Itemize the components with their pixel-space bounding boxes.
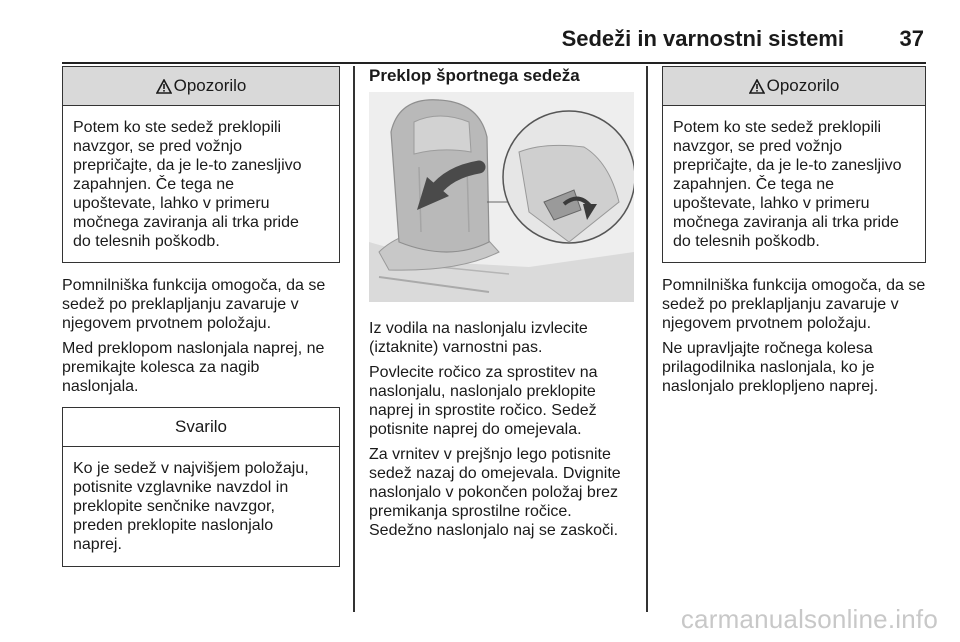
text-line: Za vrnitev v prejšnjo lego potisnite [369,446,611,463]
text-line: Sedežno naslonjalo naj se zaskoči. [369,522,619,539]
paragraph-belt [369,319,634,357]
section-heading: Preklop športnega sedeža [369,66,580,85]
text-line: navzgor, se pred vožnjo [73,138,242,155]
column-divider [353,66,355,612]
text-line: Iz vodila na naslonjalu izvlecite [369,320,588,337]
warning-triangle-icon [156,79,172,94]
text-line: njegovem prvotnem položaju. [662,315,872,332]
text-line: Ko je sedež v najvišjem položaju, [73,460,309,477]
text-line: naslonjalu, naslonjalo preklopite [369,383,596,400]
text-line: prepričajte, da je le-to zanesljivo [73,157,302,174]
text-line: sedež po preklapljanju zavaruje v [62,296,299,313]
warning-box [62,66,340,263]
page-header [62,22,926,64]
caution-box [62,407,340,567]
text-line: potisnite naprej do omejevala. [369,421,582,438]
column-right [662,66,926,402]
text-line: do telesnih poškodb. [673,233,820,250]
text-line: upoštevate, lahko v primeru [73,195,270,212]
seat-fold-illustration [369,92,634,302]
text-line: močnega zaviranja ali trka pride [673,214,899,231]
caution-title: Svarilo [175,417,227,436]
text-line: (iztaknite) varnostni pas. [369,339,543,356]
text-line: preklopite senčnike navzgor, [73,498,275,515]
text-line: preden preklopite naslonjalo [73,517,274,534]
caution-box-header [63,408,339,447]
text-line: Pomnilniška funkcija omogoča, da se [62,277,326,294]
paragraph-memory-function [662,276,926,333]
text-line: prilagodilnika naslonjala, ko je [662,359,875,376]
paragraph-handwheel [662,339,926,396]
warning-title: Opozorilo [766,76,840,95]
paragraph-fold-instruction [62,339,340,396]
text-line: naprej in sprostite ročico. Sedež [369,402,597,419]
page-number: 37 [899,26,924,51]
paragraph-memory-function [62,276,340,333]
watermark: carmanualsonline.info [680,604,938,634]
paragraph-fold-forward [369,363,634,439]
column-divider [646,66,648,612]
text-line: Potem ko ste sedež preklopili [673,119,882,136]
text-line: Potem ko ste sedež preklopili [73,119,282,136]
text-line: Ne upravljajte ročnega kolesa [662,340,873,357]
text-line: potisnite vzglavnike navzdol in [73,479,289,496]
column-left [62,66,340,567]
text-line: do telesnih poškodb. [73,233,220,250]
paragraph-return [369,445,634,540]
caution-text [63,447,339,566]
text-line: zapahnjen. Če tega ne [73,176,235,193]
text-line: premikajte kolesca za nagib [62,359,260,376]
warning-box-header [663,67,925,106]
warning-box [662,66,926,263]
text-line: Pomnilniška funkcija omogoča, da se [662,277,926,294]
text-line: upoštevate, lahko v primeru [673,195,870,212]
page-title: Sedeži in varnostni sistemi [561,26,844,51]
text-line: sedež nazaj do omejevala. Dvignite [369,465,621,482]
text-line: močnega zaviranja ali trka pride [73,214,299,231]
warning-triangle-icon [749,79,765,94]
text-line: njegovem prvotnem položaju. [62,315,272,332]
text-line: naslonjalo v pokončen položaj brez [369,484,619,501]
text-line: sedež po preklapljanju zavaruje v [662,296,899,313]
column-middle [369,66,634,546]
text-line: Med preklopom naslonjala naprej, ne [62,340,325,357]
text-line: zapahnjen. Če tega ne [673,176,835,193]
text-line: naslonjalo preklopljeno naprej. [662,378,879,395]
text-line: naprej. [73,536,122,553]
warning-title: Opozorilo [173,76,247,95]
text-line: Povlecite ročico za sprostitev na [369,364,598,381]
text-line: premikanja sprostilne ročice. [369,503,572,520]
warning-text [663,106,925,262]
text-line: navzgor, se pred vožnjo [673,138,842,155]
warning-box-header [63,67,339,106]
text-line: prepričajte, da je le-to zanesljivo [673,157,902,174]
text-line: naslonjala. [62,378,139,395]
warning-text [63,106,339,262]
